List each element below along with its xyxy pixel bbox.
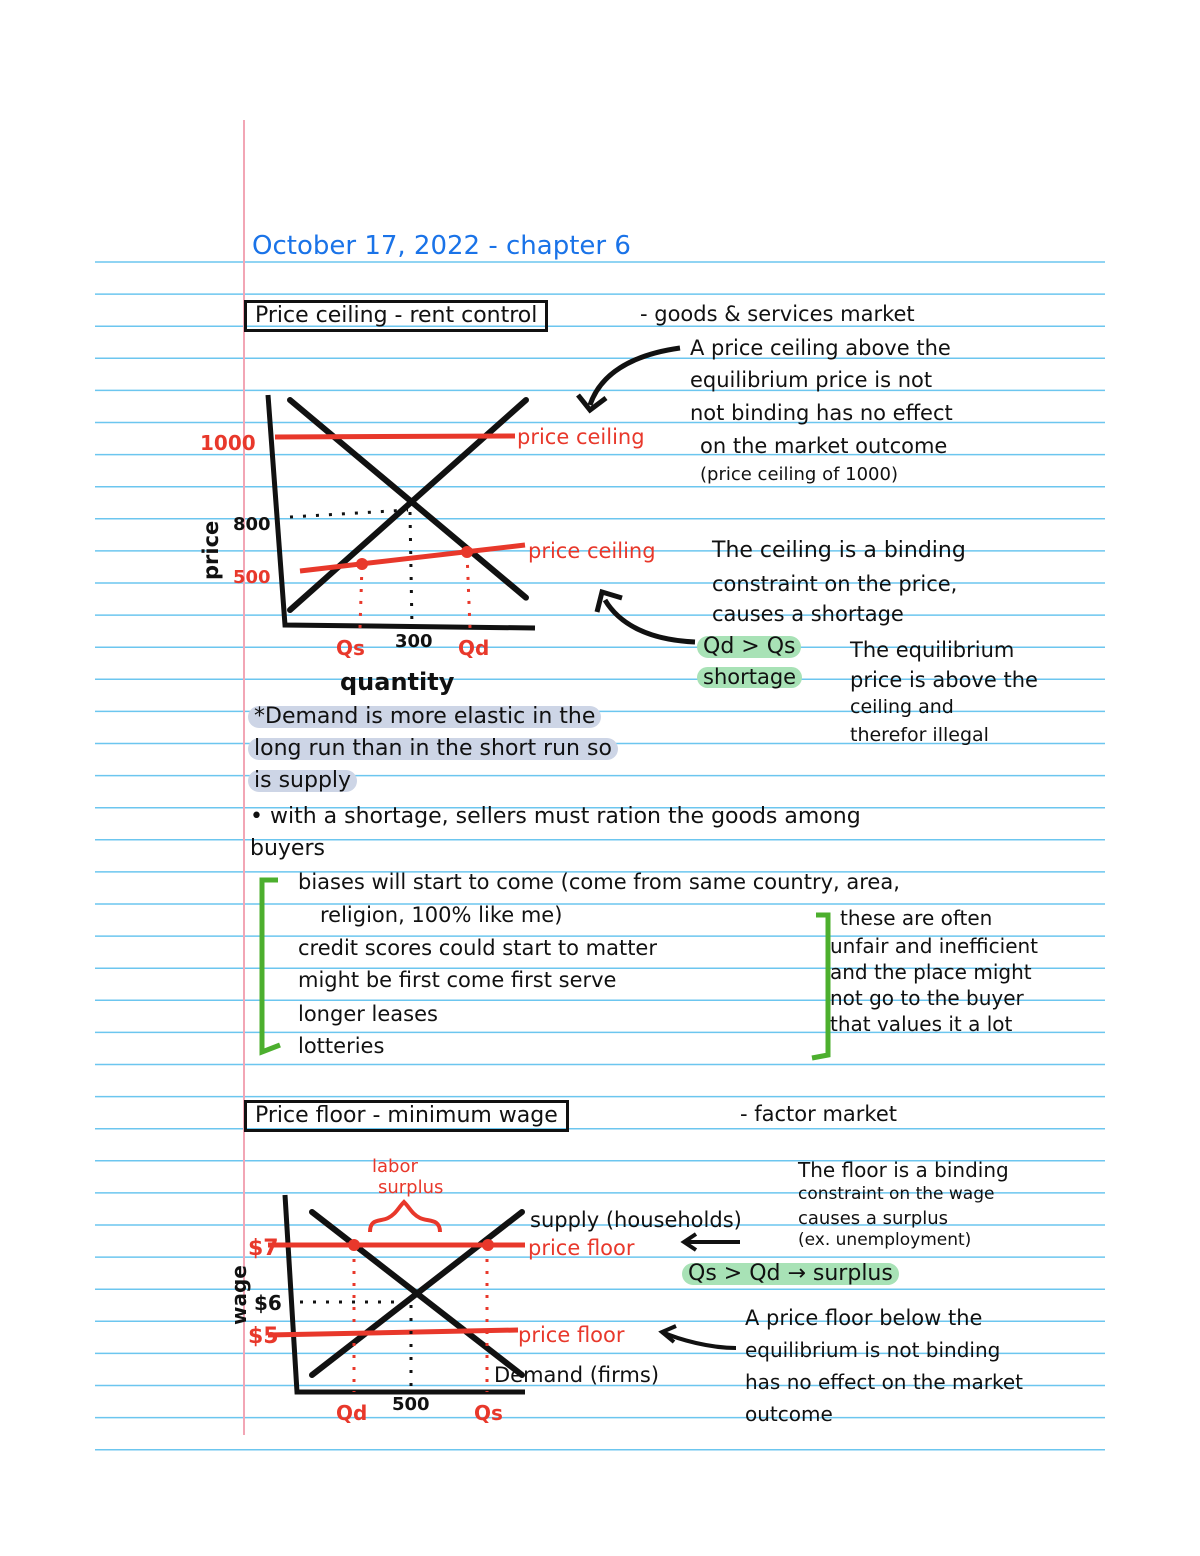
note-line: equilibrium is not binding bbox=[745, 1338, 1001, 1362]
chart1-xlabel: quantity bbox=[340, 668, 455, 696]
chart1-xtick-qd: Qd bbox=[458, 636, 490, 660]
note-line: causes a surplus bbox=[798, 1208, 949, 1229]
arrow-nonbinding-note bbox=[590, 348, 680, 405]
chart2-ylabel: wage bbox=[227, 1265, 251, 1325]
note-line: and the place might bbox=[830, 960, 1032, 984]
section1-title: Price ceiling - rent control bbox=[244, 300, 548, 332]
note-line: has no effect on the market bbox=[745, 1370, 1023, 1394]
chart1-ytick-1000: 1000 bbox=[200, 431, 256, 455]
note-line: outcome bbox=[745, 1402, 833, 1426]
chart1-qd-guide bbox=[467, 553, 470, 628]
note-line: is supply bbox=[248, 770, 357, 792]
chart1-qs-guide bbox=[360, 565, 362, 628]
chart2-demand-label: Demand (firms) bbox=[494, 1363, 660, 1387]
section2-title: Price floor - minimum wage bbox=[244, 1100, 569, 1132]
surplus-formula: Qs > Qd → surplus bbox=[682, 1263, 899, 1285]
note-line: (ex. unemployment) bbox=[798, 1230, 972, 1250]
chart1-ceiling-label-2: price ceiling bbox=[528, 539, 656, 563]
note-line: ceiling and bbox=[850, 696, 954, 718]
note-line: The ceiling is a binding bbox=[712, 538, 966, 563]
note-line: equilibrium price is not bbox=[690, 368, 933, 392]
chart2-ytick-5: $5 bbox=[248, 1324, 279, 1349]
note-line: these are often bbox=[840, 906, 993, 930]
chart2-surplus-brace bbox=[370, 1202, 440, 1232]
note-line: unfair and inefficient bbox=[830, 934, 1039, 958]
chart1-ceiling-label-1: price ceiling bbox=[517, 425, 645, 449]
list-item: longer leases bbox=[298, 1002, 438, 1026]
chart-price-floor bbox=[227, 1156, 742, 1425]
chart1-eq-guide-v bbox=[410, 512, 412, 628]
section1-market: - goods & services market bbox=[640, 302, 915, 326]
note-line: The floor is a binding bbox=[798, 1158, 1009, 1182]
note-line: constraint on the wage bbox=[798, 1184, 995, 1204]
note-line: A price ceiling above the bbox=[690, 336, 951, 360]
note-line: (price ceiling of 1000) bbox=[700, 464, 898, 485]
chart1-ylabel: price bbox=[199, 520, 223, 580]
note-line: on the market outcome bbox=[700, 434, 948, 458]
chart2-supply-label: supply (households) bbox=[530, 1208, 742, 1232]
list-item: religion, 100% like me) bbox=[320, 903, 563, 927]
chart2-ytick-6: $6 bbox=[254, 1291, 282, 1315]
note-line: long run than in the short run so bbox=[248, 738, 618, 760]
chart2-qd-point bbox=[348, 1239, 360, 1251]
chart1-ceiling-line-1000 bbox=[275, 436, 515, 437]
note-line: that values it a lot bbox=[830, 1012, 1013, 1036]
note-line: not go to the buyer bbox=[830, 986, 1024, 1010]
list-item: might be first come first serve bbox=[298, 968, 617, 992]
date-heading: October 17, 2022 - chapter 6 bbox=[252, 231, 631, 261]
note-line: The equilibrium bbox=[850, 638, 1015, 662]
note-line: price is above the bbox=[850, 668, 1038, 692]
shortage-formula: Qd > Qs bbox=[697, 636, 801, 658]
chart2-xtick-qs: Qs bbox=[474, 1401, 503, 1425]
note-line: causes a shortage bbox=[712, 602, 904, 626]
green-bracket-left bbox=[262, 880, 280, 1052]
chart1-qs-point bbox=[356, 558, 368, 570]
chart-price-ceiling bbox=[199, 395, 656, 696]
list-item: lotteries bbox=[298, 1034, 385, 1058]
chart1-xtick-300: 300 bbox=[395, 631, 433, 652]
chart1-eq-guide-h bbox=[290, 510, 408, 517]
chart1-ytick-800: 800 bbox=[233, 514, 271, 535]
note-line: buyers bbox=[250, 836, 325, 861]
arrow-binding-note bbox=[605, 600, 695, 642]
note-line: therefor illegal bbox=[850, 724, 989, 746]
chart2-qs-point bbox=[482, 1239, 494, 1251]
chart1-ytick-500: 500 bbox=[233, 567, 271, 588]
note-line: not binding has no effect bbox=[690, 401, 953, 425]
chart2-ytick-7: $7 bbox=[248, 1236, 279, 1261]
note-line: constraint on the price, bbox=[712, 572, 958, 596]
chart2-floor-label-2: price floor bbox=[518, 1323, 625, 1347]
chart2-xtick-qd: Qd bbox=[336, 1401, 368, 1425]
note-line: • with a shortage, sellers must ration the goods among bbox=[250, 804, 861, 829]
list-item: biases will start to come (come from same country, area, bbox=[298, 870, 900, 894]
note-line: A price floor below the bbox=[745, 1306, 983, 1330]
chart1-qd-point bbox=[461, 546, 473, 558]
list-item: credit scores could start to matter bbox=[298, 936, 657, 960]
section2-market: - factor market bbox=[740, 1102, 897, 1126]
chart2-floor-label-1: price floor bbox=[528, 1236, 635, 1260]
chart1-xtick-qs: Qs bbox=[336, 636, 365, 660]
chart2-floor-line-5 bbox=[268, 1330, 518, 1335]
chart2-xtick-500: 500 bbox=[392, 1394, 430, 1415]
note-line: *Demand is more elastic in the bbox=[248, 706, 601, 728]
chart2-surplus-label-1: labor bbox=[372, 1156, 418, 1177]
chart2-surplus-label-2: surplus bbox=[378, 1177, 444, 1198]
shortage-label: shortage bbox=[697, 667, 802, 688]
